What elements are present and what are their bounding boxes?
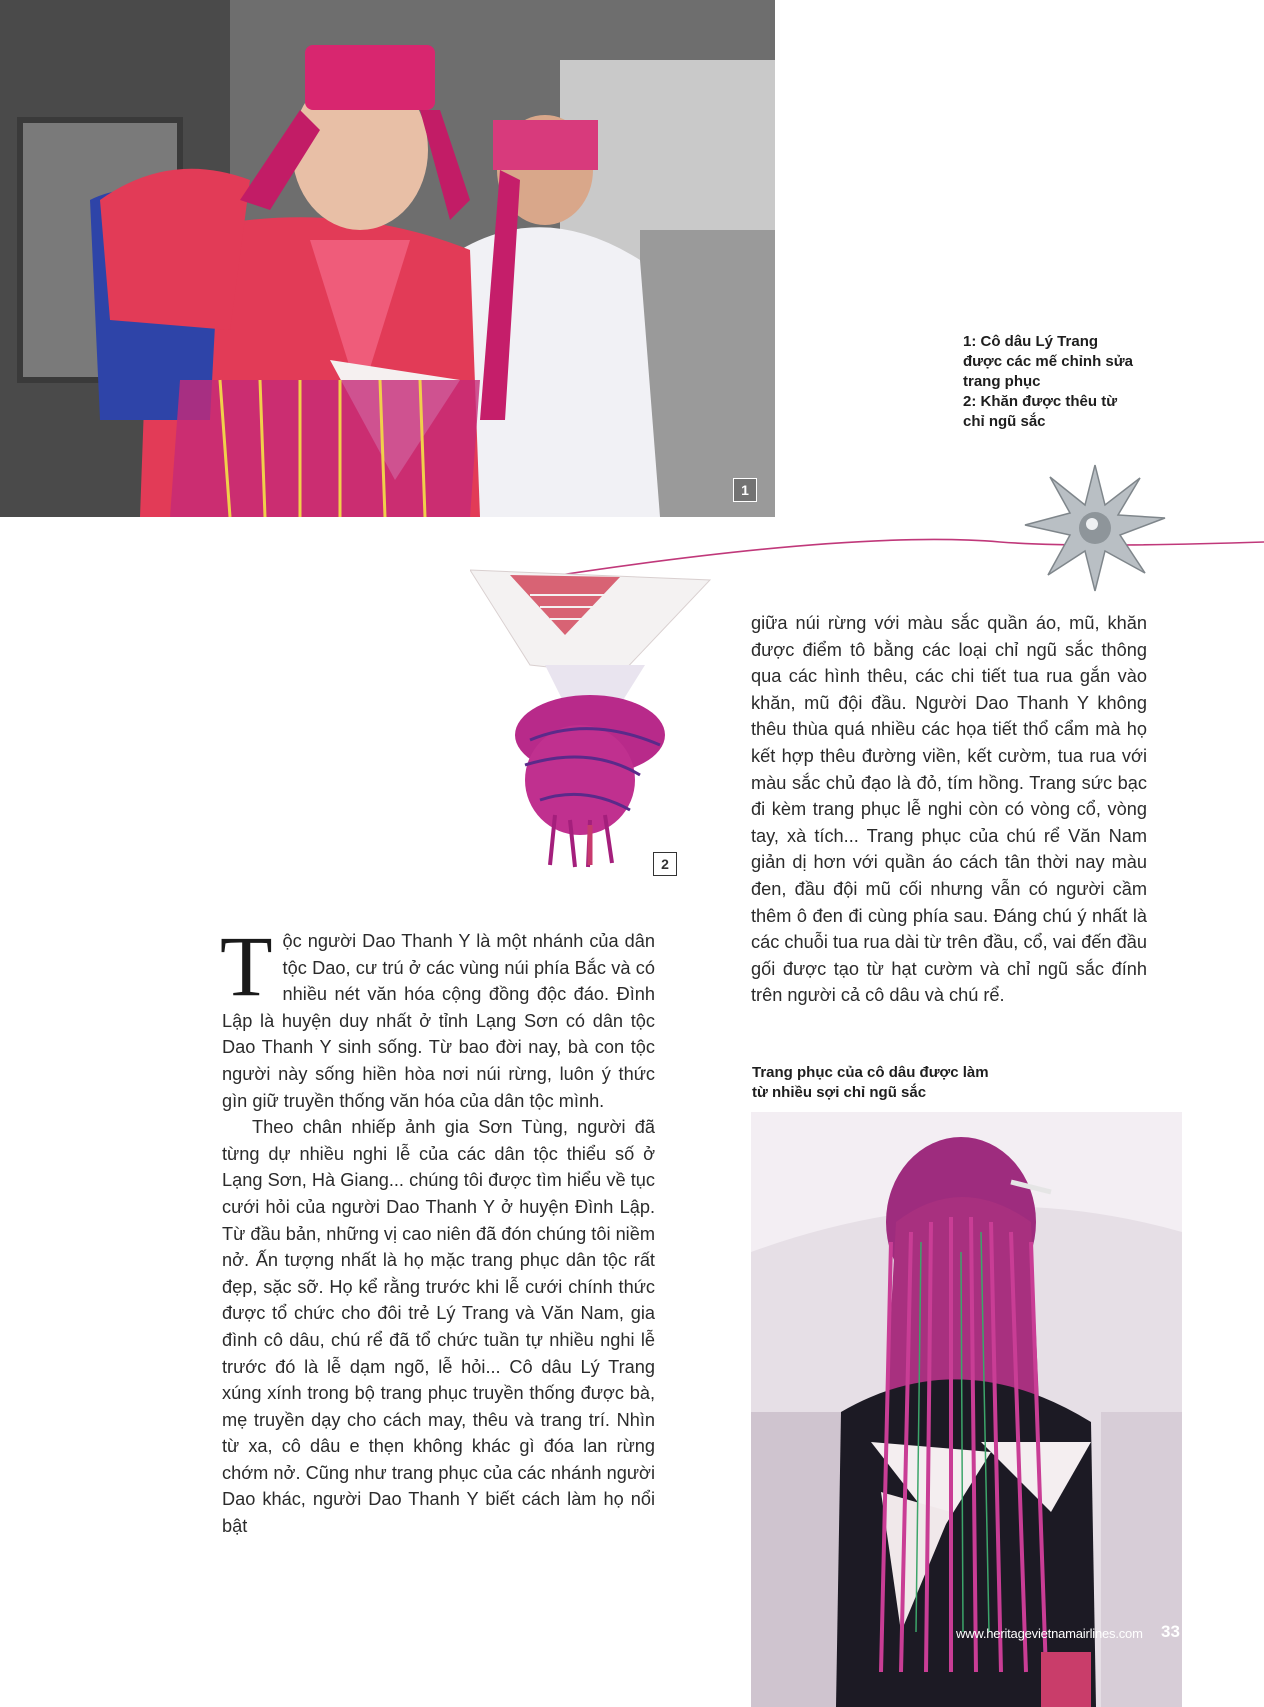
- photo-number-badge: 1: [733, 478, 757, 502]
- photo-bride-dressing-illustration: [0, 0, 775, 517]
- footer-website-url: www.heritagevietnamairlines.com: [956, 1626, 1143, 1641]
- article-paragraph-text: ộc người Dao Thanh Y là một nhánh của dân tộc Dao, cư trú ở các vùng núi phía Bắc và có nhiều nét văn hóa cộng đồng độc đáo. Đình Lập là huyện duy nhất ở tỉnh Lạng Sơn có dân tộc Dao Thanh Y sinh sống. Từ bao đời nay, bà con tộc người này sống hiền hòa nơi núi rừng, luôn ý thức gìn giữ truyền thống văn hóa của dân tộc mình.: [222, 931, 655, 1111]
- photo-number-badge: 2: [653, 852, 677, 876]
- photo-bride-back-view-illustration: [751, 1112, 1182, 1707]
- caption-line: 2: Khăn được thêu từ: [963, 393, 1118, 410]
- photo-caption-1-2: [963, 332, 1163, 432]
- caption-line: trang phục: [963, 373, 1041, 390]
- article-paragraph: Theo chân nhiếp ảnh gia Sơn Tùng, người đã từng dự nhiều nghi lễ của các dân tộc thiểu số ở Lạng Sơn, Hà Giang... chúng tôi được tìm hiểu về tục cưới hỏi của người Dao Thanh Y ở huyện Đình Lập. Từ đầu bản, những vị cao niên đã đón chúng tôi niềm nở. Ấn tượng nhất là họ mặc trang phục dân tộc rất đẹp, sặc sỡ. Họ kể rằng trước khi lễ cưới chính thức được tổ chức cho đôi trẻ Lý Trang và Văn Nam, gia đình cô dâu, chú rể đã tổ chức tuần tự nhiều nghi lễ trước đó là lễ dạm ngõ, lễ hỏi... Cô dâu Lý Trang xúng xính trong bộ trang phục truyền thống được bà, mẹ truyền dạy cho cách may, thêu và trang trí. Nhìn từ xa, cô dâu e thẹn không khác gì đóa lan rừng chớm nở. Cũng như trang phục của các nhánh người Dao khác, người Dao Thanh Y biết cách làm họ nổi bật: [222, 1117, 655, 1537]
- photo-bride-dressing: [0, 0, 775, 517]
- silver-star-ornament-icon: [1020, 463, 1170, 593]
- page-number: 33: [1161, 1622, 1180, 1641]
- caption-line: 1: Cô dâu Lý Trang: [963, 333, 1099, 350]
- article-column-left: [220, 918, 655, 1540]
- photo-embroidered-scarf: [470, 565, 720, 875]
- caption-line: được các mế chỉnh sửa: [963, 353, 1133, 370]
- photo-caption-3: [752, 1063, 1052, 1103]
- article-column-right: [751, 610, 1147, 1009]
- article-paragraph: [220, 918, 655, 1114]
- caption-line: Trang phục của cô dâu được làm: [752, 1064, 989, 1081]
- caption-line: từ nhiều sợi chỉ ngũ sắc: [752, 1084, 927, 1101]
- drop-cap: T: [220, 918, 273, 1014]
- photo-bride-back-view: [751, 1112, 1182, 1707]
- caption-line: chỉ ngũ sắc: [963, 413, 1046, 430]
- article-paragraph: giữa núi rừng với màu sắc quần áo, mũ, khăn được điểm tô bằng các loại chỉ ngũ sắc thông qua các hình thêu, các chi tiết tua rua gắn vào khăn, mũ đội đầu. Người Dao Thanh Y không thêu thùa quá nhiều các họa tiết thổ cẩm mà họ kết hợp thêu đường viền, kết cườm, tua rua với màu sắc chủ đạo là đỏ, tím hồng. Trang sức bạc đi kèm trang phục lễ nghi còn có vòng cổ, vòng tay, xà tích... Trang phục của chú rể Văn Nam giản dị hơn với quần áo cách tân thời nay màu đen, đầu đội mũ cối nhưng vẫn có người cầm thêm ô đen đi cùng phía sau. Đáng chú ý nhất là các chuỗi tua rua dài từ trên đầu, cổ, vai đến đầu gối được tạo từ hạt cườm và chỉ ngũ sắc đính trên người cả cô dâu và chú rể.: [751, 613, 1147, 1006]
